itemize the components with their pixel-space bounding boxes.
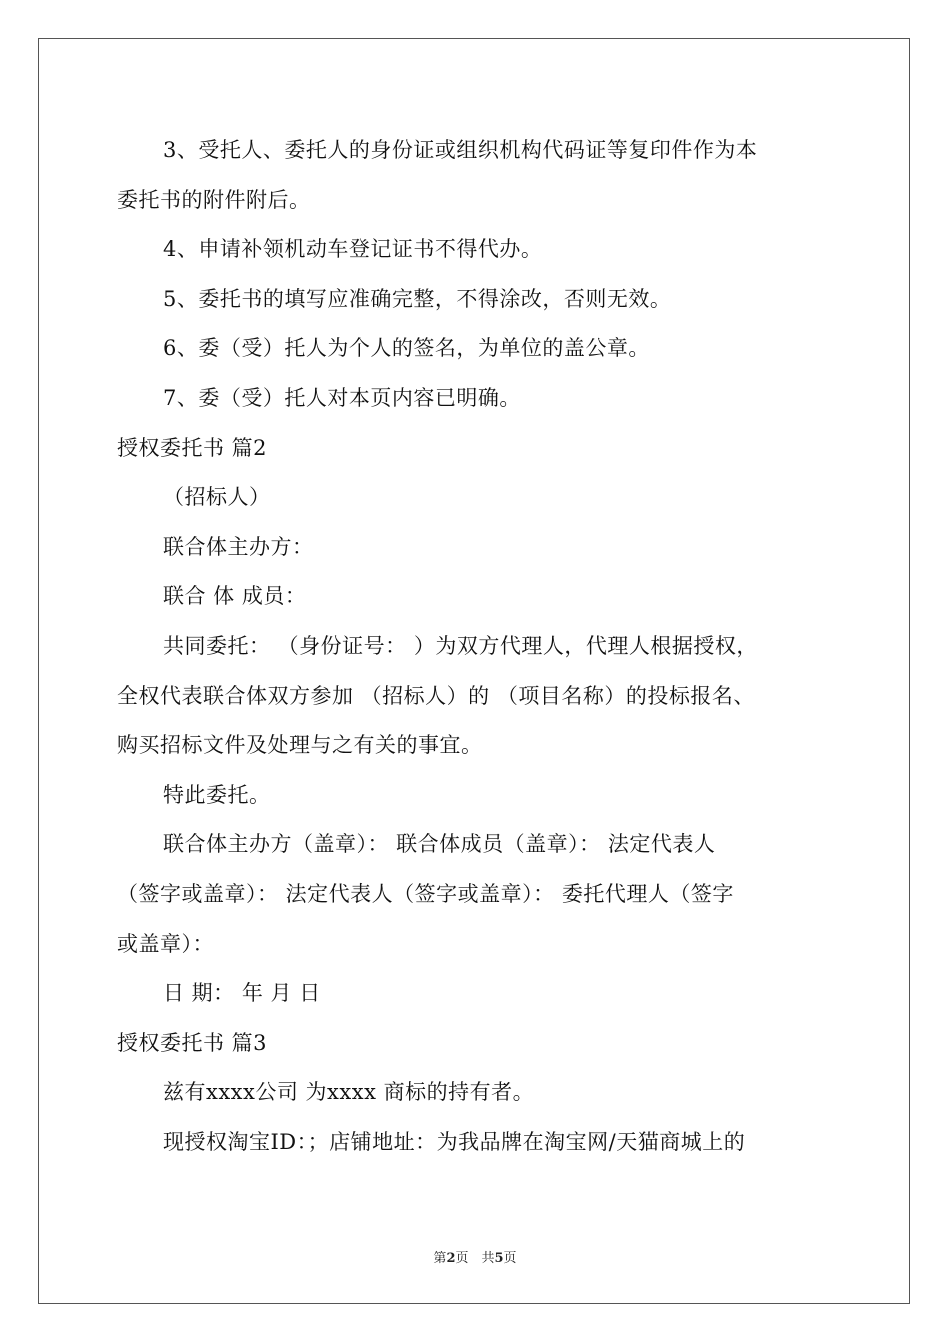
text-line: 5、委托书的填写应准确完整，不得涂改，否则无效。 bbox=[163, 286, 672, 311]
text-line: 联合体主办方： bbox=[163, 534, 314, 559]
text-line: 兹有xxxx公司 为xxxx 商标的持有者。 bbox=[163, 1080, 535, 1105]
text-line: 7、委（受）托人对本页内容已明确。 bbox=[163, 385, 521, 410]
text-line: 或盖章）： bbox=[117, 931, 214, 956]
text-line: 特此委托。 bbox=[163, 782, 271, 807]
text-line: 3、受托人、委托人的身份证或组织机构代码证等复印件作为本 bbox=[163, 138, 758, 162]
footer-prefix: 第 bbox=[433, 1251, 447, 1266]
text-line: 授权委托书 篇2 bbox=[117, 435, 268, 460]
text-line: 6、委（受）托人为个人的签名，为单位的盖公章。 bbox=[163, 336, 650, 361]
text-line: 委托书的附件附后。 bbox=[117, 187, 311, 212]
text-line: 日 期： 年 月 日 bbox=[163, 981, 321, 1006]
text-line: 联合体主办方（盖章）： 联合体成员（盖章）： 法定代表人 bbox=[163, 832, 716, 857]
document-body bbox=[117, 126, 837, 1167]
text-line: 4、申请补领机动车登记证书不得代办。 bbox=[163, 237, 543, 262]
text-line: 购买招标文件及处理与之有关的事宜。 bbox=[117, 733, 483, 758]
text-line: 共同委托： （身份证号： ）为双方代理人，代理人根据授权， bbox=[163, 633, 758, 658]
footer-current-page: 2 bbox=[446, 1251, 456, 1266]
text-line: 全权代表联合体双方参加 （招标人）的 （项目名称）的投标报名、 bbox=[117, 683, 755, 708]
text-line: （招标人） bbox=[163, 485, 271, 510]
footer-mid: 页 共 bbox=[455, 1251, 495, 1266]
text-line: 现授权淘宝ID：；店铺地址：为我品牌在淘宝网/天猫商城上的 bbox=[163, 1129, 746, 1154]
page-footer bbox=[0, 1247, 950, 1266]
text-line: 联合 体 成员： bbox=[163, 584, 307, 609]
footer-suffix: 页 bbox=[503, 1251, 517, 1266]
text-line: 授权委托书 篇3 bbox=[117, 1030, 268, 1055]
footer-total-pages: 5 bbox=[494, 1251, 504, 1266]
text-line: （签字或盖章）： 法定代表人（签字或盖章）： 委托代理人（签字 bbox=[117, 881, 734, 906]
